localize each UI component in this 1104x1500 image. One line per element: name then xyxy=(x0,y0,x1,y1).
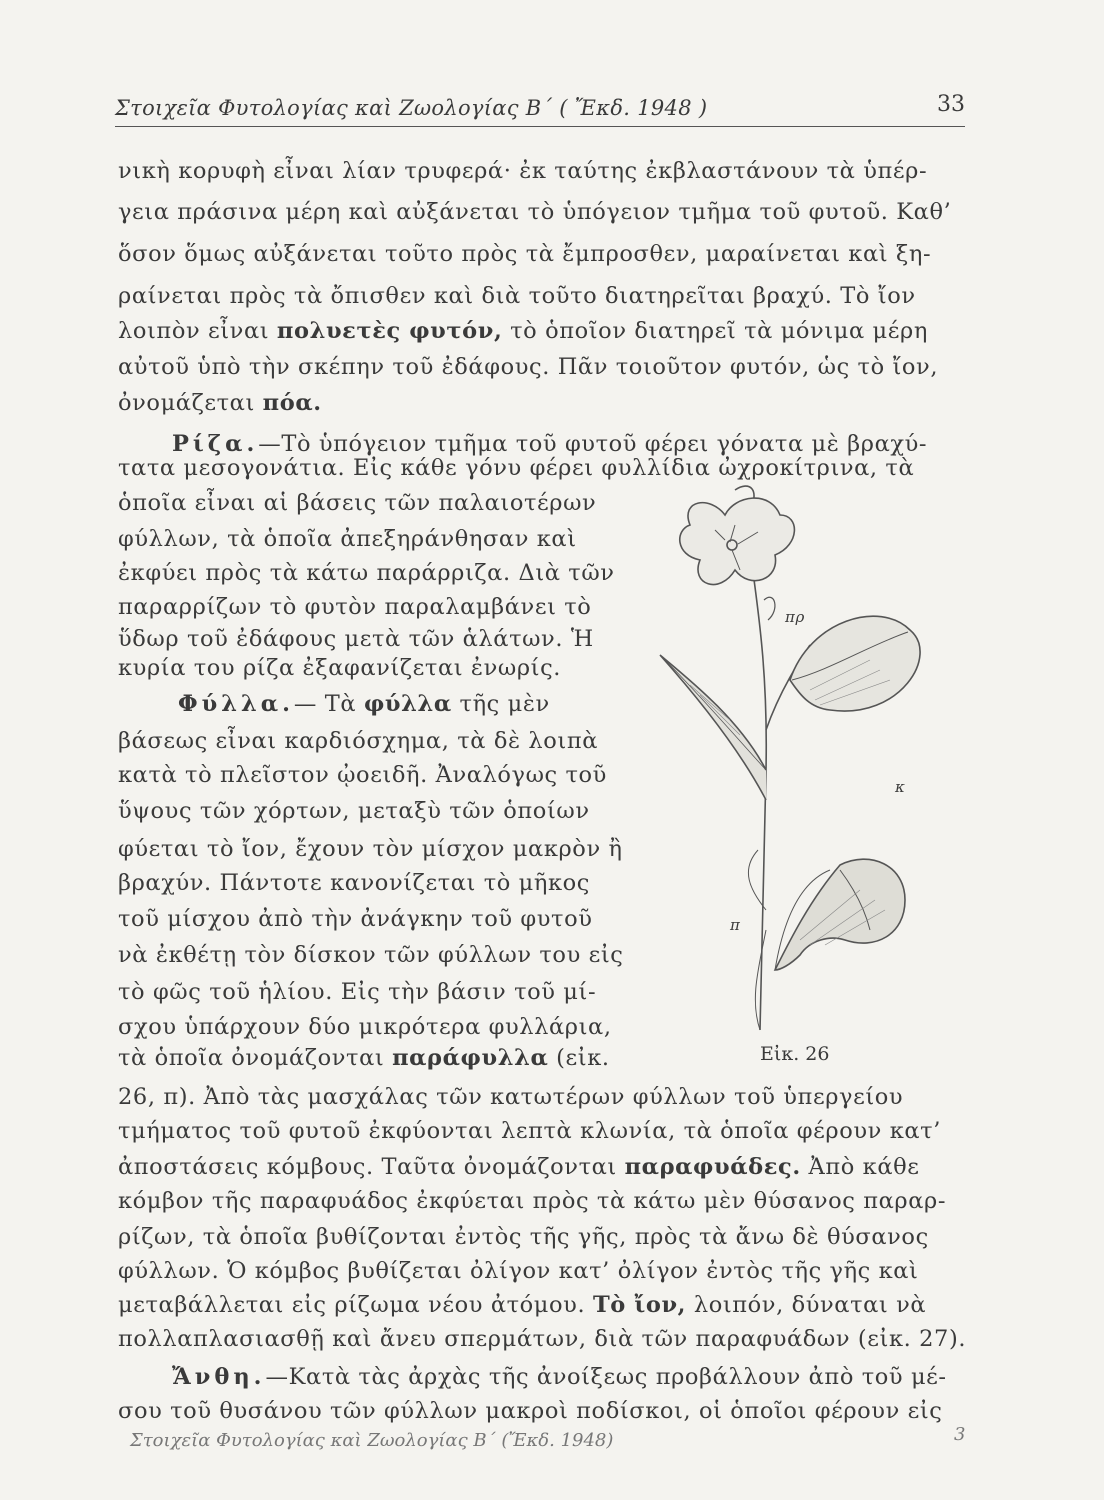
text-line: ὅσον ὅμως αὐξάνεται τοῦτο πρὸς τὰ ἔμπροσθεν, μαραίνεται καὶ ξη- xyxy=(118,241,932,267)
text-line: λοιπὸν εἶναι πολυετὲς φυτόν, τὸ ὁποῖον διατηρεῖ τὰ μόνιμα μέρη xyxy=(118,318,928,344)
text-line: ἐκφύει πρὸς τὰ κάτω παράρριζα. Διὰ τῶν xyxy=(118,560,615,586)
text-line: ὕψους τῶν χόρτων, μεταξὺ τῶν ὁποίων xyxy=(118,798,590,824)
term-polyetes: πολυετὲς φυτόν, xyxy=(276,318,503,344)
text-line: βάσεως εἶναι καρδιόσχημα, τὰ δὲ λοιπὰ xyxy=(118,728,599,754)
running-header xyxy=(115,92,965,127)
section-riza: Ρίζα.—Τὸ ὑπόγειον τμῆμα τοῦ φυτοῦ φέρει γόνατα μὲ βραχύ- xyxy=(172,431,928,457)
term-to-ion: Τὸ ἴον, xyxy=(592,1292,687,1318)
heading-anthi: Ἄνθη. xyxy=(172,1364,266,1390)
page-number: 33 xyxy=(937,92,965,117)
text-line: ὁποῖα εἶναι αἱ βάσεις τῶν παλαιοτέρων xyxy=(118,490,597,516)
text-line: φύεται τὸ ἴον, ἔχουν τὸν μίσχον μακρὸν ἢ xyxy=(118,836,623,862)
text-line: τοῦ μίσχου ἀπὸ τὴν ἀνάγκην τοῦ φυτοῦ xyxy=(118,906,593,932)
figure-label-p: π xyxy=(730,916,741,934)
text-line: μεταβάλλεται εἰς ρίζωμα νέου ἀτόμου. Τὸ ἴον, λοιπόν, δύναται νὰ xyxy=(118,1292,927,1318)
heading-riza: Ρίζα. xyxy=(172,431,259,457)
term-parafylla: παράφυλλα xyxy=(392,1045,549,1071)
figure-caption: Εἰκ. 26 xyxy=(760,1043,830,1065)
violet-illustration xyxy=(640,470,980,1060)
text-line: φύλλων, τὰ ὁποῖα ἀπεξηράνθησαν καὶ xyxy=(118,526,577,552)
text-line: τὸ φῶς τοῦ ἡλίου. Εἰς τὴν βάσιν τοῦ μί- xyxy=(118,979,597,1005)
heading-fylla: Φύλλα. xyxy=(178,691,294,717)
section-anthi: Ἄνθη.—Κατὰ τὰς ἀρχὰς τῆς ἀνοίξεως προβάλλουν ἀπὸ τοῦ μέ- xyxy=(172,1364,947,1390)
text-line: τατα μεσογονάτια. Εἰς κάθε γόνυ φέρει φυλλίδια ὠχροκίτρινα, τὰ xyxy=(118,455,915,481)
text-line: κατὰ τὸ πλεῖστον ᾠοειδῆ. Ἀναλόγως τοῦ xyxy=(118,762,607,788)
text-line: νὰ ἐκθέτῃ τὸν δίσκον τῶν φύλλων του εἰς xyxy=(118,942,624,968)
text-line: πολλαπλασιασθῇ καὶ ἄνευ σπερμάτων, διὰ τῶν παραφυάδων (εἰκ. 27). xyxy=(118,1326,967,1352)
text-line: ἀποστάσεις κόμβους. Ταῦτα ὀνομάζονται παραφυάδες. Ἀπὸ κάθε xyxy=(118,1154,920,1180)
text-line: βραχύν. Πάντοτε κανονίζεται τὸ μῆκος xyxy=(118,870,590,896)
text-line: 26, π). Ἀπὸ τὰς μασχάλας τῶν κατωτέρων φύλλων τοῦ ὑπεργείου xyxy=(118,1084,904,1110)
text-line: νικὴ κορυφὴ εἶναι λίαν τρυφερά· ἐκ ταύτης ἐκβλαστάνουν τὰ ὑπέρ- xyxy=(118,158,928,184)
text-line: ὀνομάζεται πόα. xyxy=(118,390,322,416)
text-line: τμήματος τοῦ φυτοῦ ἐκφύονται λεπτὰ κλωνία, τὰ ὁποῖα φέρουν κατ’ xyxy=(118,1118,941,1144)
section-fylla: Φύλλα.— Τὰ φύλλα τῆς μὲν xyxy=(178,691,550,717)
text-line: ὕδωρ τοῦ ἐδάφους μετὰ τῶν ἁλάτων. Ἡ xyxy=(118,626,594,652)
text-line: κόμβον τῆς παραφυάδος ἐκφύεται πρὸς τὰ κάτω μὲν θύσανος παραρ- xyxy=(118,1188,947,1214)
text-line: ραίνεται πρὸς τὰ ὄπισθεν καὶ διὰ τοῦτο διατηρεῖται βραχύ. Τὸ ἴον xyxy=(118,283,916,309)
figure-label-pr: πρ xyxy=(785,608,805,626)
figure-label-k: κ xyxy=(895,778,906,796)
text-line: σου τοῦ θυσάνου τῶν φύλλων μακροὶ ποδίσκοι, οἱ ὁποῖοι φέρουν εἰς xyxy=(118,1398,943,1424)
text-line: ρίζων, τὰ ὁποῖα βυθίζονται ἐντὸς τῆς γῆς, πρὸς τὰ ἄνω δὲ θύσανος xyxy=(118,1224,929,1250)
text-line: τὰ ὁποῖα ὀνομάζονται παράφυλλα (εἰκ. xyxy=(118,1045,610,1071)
header-title: Στοιχεῖα Φυτολογίας καὶ Ζωολογίας Β΄ ( Ἔκδ. 1948 ) xyxy=(115,96,708,120)
text-line: φύλλων. Ὁ κόμβος βυθίζεται ὀλίγον κατ’ ὀλίγον ἐντὸς τῆς γῆς καὶ xyxy=(118,1258,919,1284)
term-parafyades: παραφυάδες. xyxy=(624,1154,801,1180)
footer-signature: Στοιχεῖα Φυτολογίας καὶ Ζωολογίας Β΄ (Ἔκδ. 1948) xyxy=(130,1430,614,1451)
term-poa: πόα. xyxy=(262,390,322,416)
text-line: σχου ὑπάρχουν δύο μικρότερα φυλλάρια, xyxy=(118,1014,612,1040)
text-line: παραρρίζων τὸ φυτὸν παραλαμβάνει τὸ xyxy=(118,594,592,620)
text-line: αὐτοῦ ὑπὸ τὴν σκέπην τοῦ ἐδάφους. Πᾶν τοιοῦτον φυτόν, ὡς τὸ ἴον, xyxy=(118,354,939,380)
footer-signature-number: 3 xyxy=(954,1424,966,1445)
text-line: κυρία του ρίζα ἐξαφανίζεται ἐνωρίς. xyxy=(118,655,562,681)
text-line: γεια πράσινα μέρη καὶ αὐξάνεται τὸ ὑπόγειον τμῆμα τοῦ φυτοῦ. Καθ’ xyxy=(118,199,952,225)
